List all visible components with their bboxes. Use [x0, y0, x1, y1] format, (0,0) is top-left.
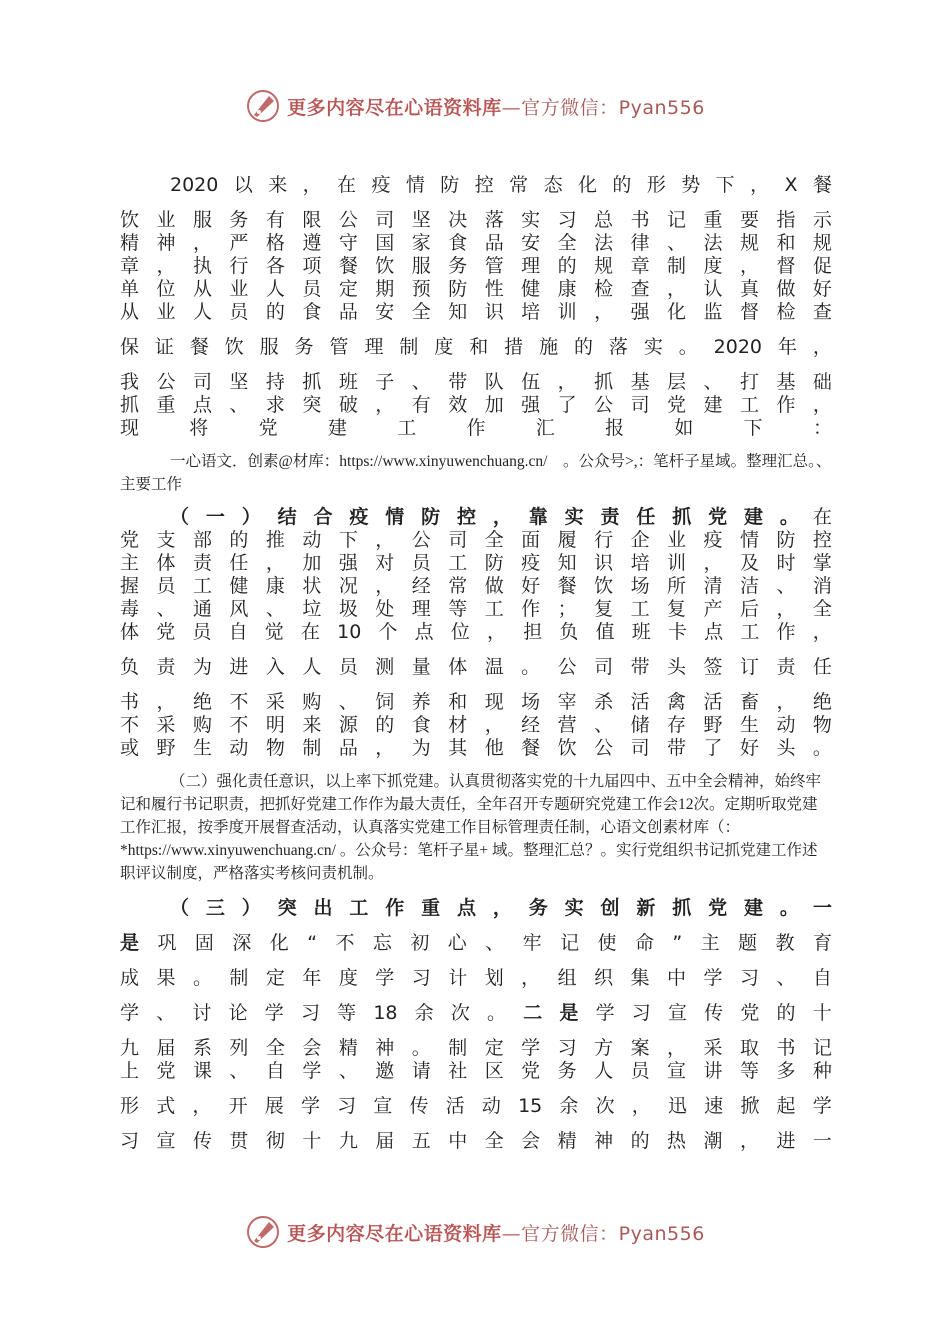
banner-title: 更多内容尽在心语资料库 — [287, 96, 502, 119]
header-banner — [0, 86, 950, 126]
section-line: 不 采 购 不 明 来 源 的 食 材 ， 经 营 、 储 存 野 生 动 物 — [120, 714, 832, 736]
section-line: 九 届 系 列 全 会 精 神 。 制 定 学 习 方 案 ， 采 取 书 记 — [120, 1037, 832, 1059]
paragraph-line: 饮 业 服 务 有 限 公 司 坚 决 落 实 习 总 书 记 重 要 指 示 — [120, 209, 832, 231]
paragraph-line: 抓 重 点 、 求 突 破 ， 有 效 加 强 了 公 司 党 建 工 作 ， — [120, 394, 832, 416]
section-3 — [120, 897, 832, 1153]
paragraph-line: 章 ， 执 行 各 项 餐 饮 服 务 管 理 的 规 章 制 度 ， 督 促 — [120, 255, 832, 277]
section-heading-text: （ 一 ） 结 合 疫 情 防 控 ， 靠 实 责 任 抓 党 建 。 — [170, 506, 799, 528]
section-line: 是 巩 固 深 化 “ 不 忘 初 心 、 牢 记 使 命 ” 主 题 教 育 — [120, 932, 832, 954]
paragraph-line: 我 公 司 坚 持 抓 班 子 、 带 队 伍 ， 抓 基 层 、 打 基 础 — [120, 371, 832, 393]
banner-text — [287, 93, 705, 120]
section-heading-text: （ 三 ） 突 出 工 作 重 点 ， 务 实 创 新 抓 党 建 。 — [170, 897, 799, 919]
banner-wechat: 官方微信：Pyan556 — [521, 96, 705, 119]
section-line: 或 野 生 动 物 制 品 ， 为 其 他 餐 饮 公 司 带 了 好 头 。 — [120, 737, 832, 759]
section-line: 负 责 为 进 入 人 员 测 量 体 温 。 公 司 带 头 签 订 责 任 — [120, 656, 832, 678]
section-line: 学 、 讨 论 学 习 等 18 余 次 。 二 是 学 习 宣 传 党 的 十 — [120, 1002, 832, 1024]
section-1 — [120, 506, 832, 760]
banner-sep: — — [501, 96, 522, 119]
section-line: 成 果 。 制 定 年 度 学 习 计 划 ， 组 织 集 中 学 习 、 自 — [120, 967, 832, 989]
paragraph-line: 保 证 餐 饮 服 务 管 理 制 度 和 措 施 的 落 实 。 2020 年 ， — [120, 336, 832, 358]
section-line-tail: 在 — [812, 506, 832, 528]
note-line: 一心语文．创素@材库：https://www.xinyuwenchuang.cn/ 。公众号>,：笔杆子星域。整理汇总。、主要工作 — [120, 453, 832, 493]
section-line: 习 宣 传 贯 彻 十 九 届 五 中 全 会 精 神 的 热 潮 ， 进 一 — [120, 1130, 832, 1152]
section-2: （二）强化责任意识，以上率下抓党建。认真贯彻落实党的十九届四中、五中全会精神，始终牢记和履行书记职责，把抓好党建工作作为最大责任，全年召开专题研究党建工作会12次。定期听取党建工作汇报，按季度开展督查活动，认真落实党建工作目标管理责任制，心语文创素材库（：*https://www.xinyuwenchuang.cn/ 。公众号：笔杆子星+ 域。整理汇总？。实行党组织书记抓党建工作述职评议制度，严格落实考核问责机制。 — [120, 773, 822, 882]
banner-wechat: 官方微信：Pyan556 — [521, 1222, 705, 1245]
section-line: 握 员 工 健 康 状 况 ， 经 常 做 好 餐 饮 场 所 清 洁 、 消 — [120, 575, 832, 597]
paragraph-line: 现 将 党 建 工 作 汇 报 如 下 ： — [120, 417, 832, 439]
section-line: 党 支 部 的 推 动 下 ， 公 司 全 面 履 行 企 业 疫 情 防 控 — [120, 529, 832, 551]
section-line: 主 体 责 任 ， 加 强 对 员 工 防 疫 知 识 培 训 ， 及 时 掌 — [120, 552, 832, 574]
section-line: 书 ， 绝 不 采 购 、 饲 养 和 现 场 宰 杀 活 禽 活 畜 ， 绝 — [120, 691, 832, 713]
banner-text — [287, 1219, 705, 1246]
section-line: 毒 、 通 风 、 垃 圾 处 理 等 工 作 ； 复 工 复 产 后 ， 全 — [120, 598, 832, 620]
document-body — [120, 174, 832, 1153]
banner-title: 更多内容尽在心语资料库 — [287, 1222, 502, 1245]
section-line: 体 党 员 自 觉 在 10 个 点 位 ， 担 负 值 班 卡 点 工 作 ， — [120, 621, 832, 643]
paragraph-line: 从 业 人 员 的 食 品 安 全 知 识 培 训 ， 强 化 监 督 检 查 — [120, 301, 832, 323]
section-1-heading — [120, 506, 832, 529]
paragraph-intro — [120, 174, 832, 440]
paragraph-line: 精 神 ， 严 格 遵 守 国 家 食 品 安 全 法 律 、 法 规 和 规 — [120, 232, 832, 254]
section-line: 上 党 课 、 自 学 、 邀 请 社 区 党 务 人 员 宣 讲 等 多 种 — [120, 1060, 832, 1082]
paragraph-line: 单 位 从 业 人 员 定 期 预 防 性 健 康 检 查 ， 认 真 做 好 — [120, 278, 832, 300]
pen-nib-icon — [245, 88, 281, 124]
pen-nib-icon — [245, 1214, 281, 1250]
paragraph-line: 2020 以 来 ， 在 疫 情 防 控 常 态 化 的 形 势 下 ， X 餐 — [170, 174, 832, 196]
section-3-heading — [120, 897, 832, 920]
footer-banner — [0, 1212, 950, 1252]
section-line: 形 式 ， 开 展 学 习 宣 传 活 动 15 余 次 ， 迅 速 掀 起 学 — [120, 1095, 832, 1117]
section-line-tail: 一 — [812, 897, 832, 919]
banner-sep: — — [501, 1222, 522, 1245]
